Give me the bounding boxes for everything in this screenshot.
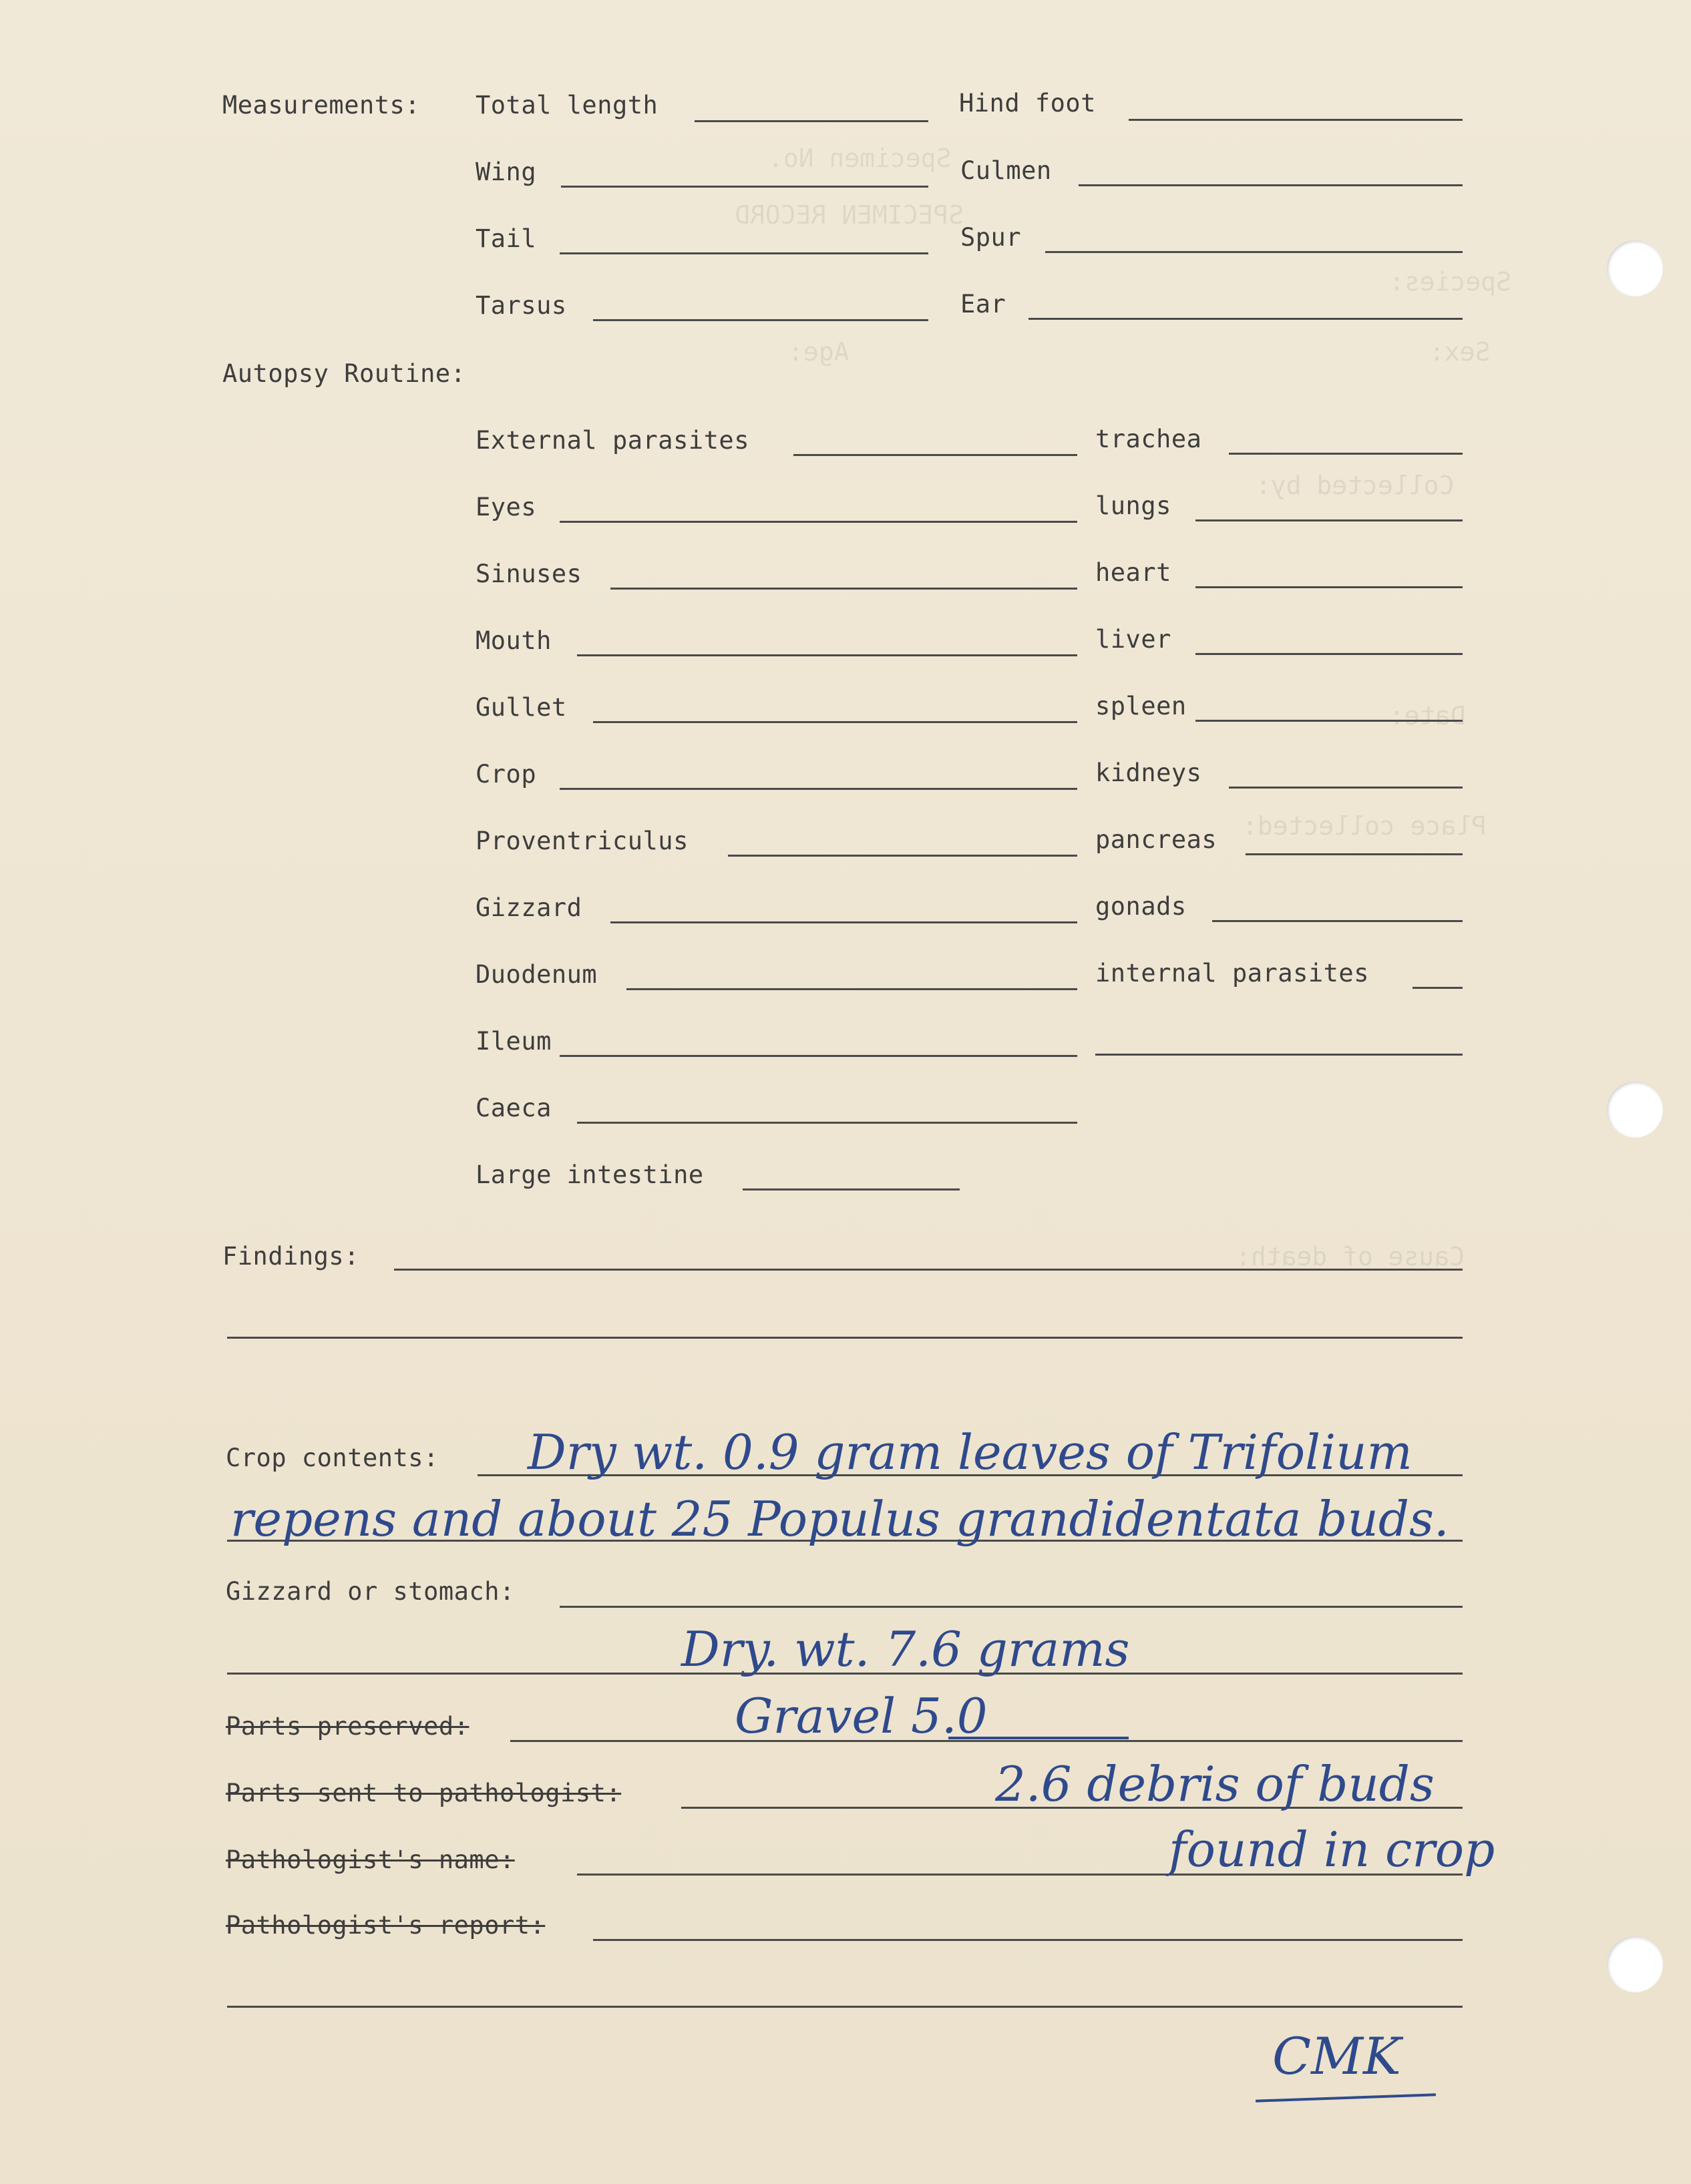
liver-label: liver [1095,625,1171,654]
eyes-field[interactable] [560,521,1077,523]
pathologist-report-label: Pathologist's report: [226,1911,546,1940]
large-intestine-label: Large intestine [476,1160,704,1189]
mouth-field[interactable] [577,654,1077,656]
ear-label: Ear [960,290,1006,318]
wing-label: Wing [476,158,537,186]
trachea-field[interactable] [1229,453,1463,455]
ileum-field[interactable] [560,1055,1077,1057]
wing-field[interactable] [561,186,928,188]
tail-field[interactable] [560,252,928,254]
pathologist-report-field-2[interactable] [227,2006,1463,2008]
gonads-field[interactable] [1212,920,1463,922]
duodenum-field[interactable] [626,988,1077,990]
bleed-through-text: Collected by: [1256,471,1455,500]
sinuses-field[interactable] [610,588,1077,590]
initials-signature: CMK [1272,2026,1401,2086]
measurements-heading: Measurements: [222,91,421,120]
findings-label: Findings: [222,1242,359,1271]
bleed-through-text: Species: [1389,267,1512,296]
mouth-label: Mouth [476,626,552,655]
bleed-through-text: Specimen No. [768,144,952,173]
liver-field[interactable] [1195,653,1463,655]
hind-foot-field[interactable] [1129,119,1463,121]
findings-field-2[interactable] [227,1337,1463,1339]
pancreas-field[interactable] [1246,853,1463,855]
autopsy-heading: Autopsy Routine: [222,359,466,388]
eyes-label: Eyes [476,493,537,521]
crop-contents-handwriting-2: repens and about 25 Populus grandidentata buds. [230,1491,1449,1547]
spur-label: Spur [960,223,1022,252]
punch-hole [1607,1936,1663,1992]
total-length-field[interactable] [695,120,928,122]
spleen-label: spleen [1095,692,1187,720]
proventriculus-field[interactable] [728,855,1077,857]
kidneys-label: kidneys [1095,758,1202,787]
gizzard-stomach-label: Gizzard or stomach: [226,1577,515,1606]
crop-contents-label: Crop contents: [226,1444,439,1472]
gravel-handwriting: Gravel 5.0 [735,1688,988,1744]
large-intestine-field[interactable] [743,1188,960,1190]
punch-hole [1607,240,1663,296]
gullet-label: Gullet [476,693,567,722]
gullet-field[interactable] [593,721,1077,723]
bleed-through-text: Cause of death: [1236,1242,1465,1271]
signature-underline [1256,2093,1436,2102]
gizzard-label: Gizzard [476,893,582,922]
bleed-through-text: Place collected: [1242,811,1487,841]
findings-field[interactable] [394,1269,1463,1271]
tarsus-label: Tarsus [476,291,567,320]
spur-field[interactable] [1045,251,1463,253]
bleed-through-text: Age: [788,337,850,367]
trachea-label: trachea [1095,425,1202,453]
parts-preserved-label: Parts preserved: [226,1712,469,1741]
spleen-field[interactable] [1195,720,1463,722]
bleed-through-text: SPECIMEN RECORD [735,200,964,230]
pathologist-name-label: Pathologist's name: [226,1845,515,1874]
external-parasites-field[interactable] [793,454,1077,456]
external-parasites-label: External parasites [476,426,749,455]
parts-sent-label: Parts sent to pathologist: [226,1779,622,1807]
crop-label: Crop [476,760,537,789]
culmen-field[interactable] [1079,184,1463,186]
hind-foot-label: Hind foot [959,89,1096,118]
internal-parasites-field[interactable] [1413,987,1463,989]
gizzard-stomach-field[interactable] [560,1606,1463,1608]
gizzard-dry-weight-handwriting: Dry. wt. 7.6 grams [681,1621,1130,1677]
gonads-label: gonads [1095,892,1187,921]
ileum-label: Ileum [476,1027,552,1056]
gizzard-field[interactable] [610,921,1077,923]
duodenum-label: Duodenum [476,960,598,989]
gravel-underline [948,1737,1129,1739]
crop-field[interactable] [560,788,1077,790]
kidneys-field[interactable] [1229,787,1463,789]
heart-field[interactable] [1195,586,1463,588]
debris-handwriting: 2.6 debris of buds [995,1756,1435,1812]
pathologist-report-field[interactable] [593,1939,1463,1941]
pancreas-label: pancreas [1095,825,1217,854]
internal-parasites-label: internal parasites [1095,959,1369,988]
proventriculus-label: Proventriculus [476,827,689,855]
lungs-label: lungs [1095,491,1171,520]
ear-field[interactable] [1028,318,1463,320]
bleed-through-text: Sex: [1429,337,1491,367]
tail-label: Tail [476,224,537,253]
sinuses-label: Sinuses [476,560,582,588]
tarsus-field[interactable] [593,319,928,321]
culmen-label: Culmen [960,156,1052,185]
caeca-label: Caeca [476,1094,552,1122]
total-length-label: Total length [476,91,659,120]
bleed-through-text: Date: [1389,701,1466,730]
found-in-crop-handwriting: found in crop [1169,1821,1495,1878]
heart-label: heart [1095,558,1171,587]
lungs-field[interactable] [1195,519,1463,521]
caeca-field[interactable] [577,1122,1077,1124]
punch-hole [1607,1082,1663,1138]
extra-right-field[interactable] [1095,1054,1463,1056]
crop-contents-handwriting-1: Dry wt. 0.9 gram leaves of Trifolium [528,1424,1413,1480]
